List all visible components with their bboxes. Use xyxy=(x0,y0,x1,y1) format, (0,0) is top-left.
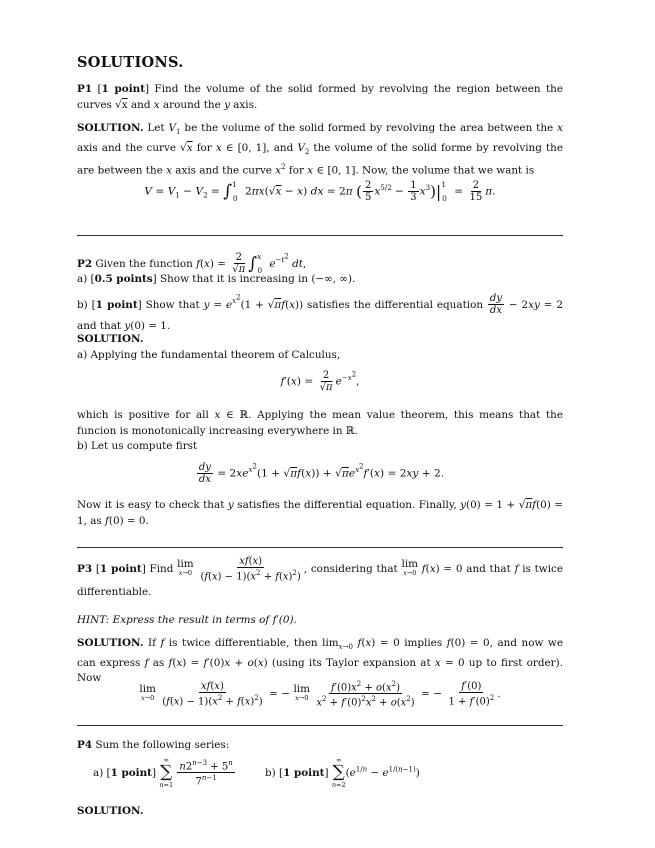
p2-solution-a: a) Applying the fundamental theorem of Calculus, xyxy=(77,348,341,361)
p4-part-b: b) [1 point] ∞ ∑ n=2 $(e^{1/n} - e^{1/(n-1)})$ xyxy=(265,756,420,789)
p2-solution-b: b) Let us compute first xyxy=(77,440,198,453)
p4-series xyxy=(77,756,563,789)
p2-solution-a-conclusion: which is positive for all x ∈ ℝ. Applying the mean value theorem, this means that the funcion is monotonically increasing everywhere in ℝ. b) Let us compute first xyxy=(77,408,563,455)
p2-part-b: b) [1 point] Show that $y = e^{x^2}(1 + √\pi f(x))$ satisfies the differential equation $\frac{dy}{dx}$ − 2xy = 2 and that y(0) = 1. xyxy=(77,293,563,333)
p1-solution: SOLUTION. Let $V_1$ be the volume of the solid formed by revolving the area between the x axis and the curve √x for x ∈ [0, 1], and $V_2$ the volume of the solid forme by revolving the are between the x axis and the curve $x^2$ for x ∈ [0, 1]. Now, the volume that we want is xyxy=(77,122,563,177)
p4-label: P4 xyxy=(77,739,93,751)
divider-3 xyxy=(77,725,563,726)
p2-solution-label: SOLUTION. xyxy=(77,333,144,345)
p1-volume-equation: $V = V_1 - V_2 = \int^1_0$ 2πx(√x − x) dx = 2π ( $\frac{2}{5}$ $x^{5/2}$ − $\frac{1}{3}$ $x^3)|^1_0$ = $\frac{2}{15}$ π. xyxy=(144,179,496,203)
p1-label: P1 xyxy=(77,83,93,95)
p3-hint: HINT: Express the result in terms of f′(0). xyxy=(77,614,297,626)
p3-label: P3 xyxy=(77,563,93,576)
p4-statement xyxy=(77,738,563,754)
p2-statement: P2 Given the function f(x) = $\frac{2}{√\pi}$ ∫$^x_0$ $e^{-t^2}$ dt, xyxy=(77,251,307,276)
divider-2 xyxy=(77,547,563,548)
p1-points: [1 point] xyxy=(97,83,150,95)
p3-statement: P3 [1 point] Find lim x→0 $\frac{xf(x)}{(f(x) - 1)(x^2 + f(x)^2)}$ , considering that lim x→0 f(x) = 0 and that f is twice differentiable. xyxy=(77,556,563,599)
p2-part-a: a) [0.5 points] Show that it is increasing in (−∞, ∞). xyxy=(77,273,356,285)
p4-solution xyxy=(77,804,563,820)
p2-dydx-equation: $\frac{dy}{dx}$ = $2xe^{x^2}(1 + √\pi f(x)) + √\pi e^{x^2}f'(x) = 2xy + 2$. xyxy=(198,462,445,485)
divider-1 xyxy=(77,235,563,236)
p1-solution-label: SOLUTION. xyxy=(77,122,144,134)
p3-solution: SOLUTION. If f is twice differentiable, then $\lim_{x\to 0} f(x) = 0$ implies f(0) = 0, and now we can express f as f(x) = f′(0)x + o(x) (using its Taylor expansion at x = 0 up to first order). Now xyxy=(77,637,563,685)
p3-solution-label: SOLUTION. xyxy=(77,637,144,649)
page-title: SOLUTIONS. xyxy=(77,54,184,71)
p4-statement-text: Sum the following series: xyxy=(95,739,230,751)
p2-label: P2 xyxy=(77,257,93,270)
p2-derivative-equation: f′(x) = $\frac{2}{√\pi}$ $e^{-x^2}$, xyxy=(280,370,360,393)
p1-statement: P1 [1 point] Find the volume of the solid formed by revolving the region between the curves √x and x around the y axis. xyxy=(77,83,563,111)
p4-solution-label: SOLUTION. xyxy=(77,805,144,817)
p4-part-a: a) [1 point] ∞ ∑ n=1 $\frac{n2^{n-3} + 5^n}{7^{n-1}}$ xyxy=(93,756,233,789)
p2-solution-b-conclusion: Now it is easy to check that y satisfies the differential equation. Finally, y(0) = 1 + √πf(0) = 1, as f(0) = 0. xyxy=(77,499,563,527)
p2-solution xyxy=(77,332,563,363)
p3-limit-equation: lim x→0 $\frac{xf(x)}{(f(x) - 1)(x^2 + f(x)^2)}$ = − lim x→0 $\frac{f'(0)x^2 + o(x^2)}{x^2 + f'(0)^2x^2 + o(x^2)}$ = − $\frac{f'(0)}{1 + f'(0)^2}$ . xyxy=(139,680,501,709)
